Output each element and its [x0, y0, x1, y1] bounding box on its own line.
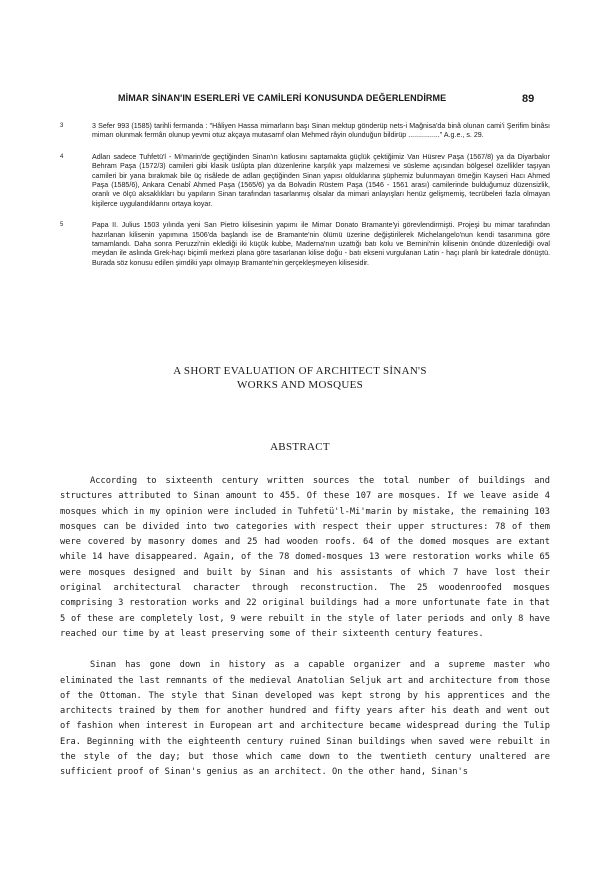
- running-header: MİMAR SİNAN'IN ESERLERİ VE CAMİLERİ KONUSUNDA DEĞERLENDİRME: [118, 93, 447, 103]
- abstract-paragraph: According to sixteenth century written sources the total number of buildings and structures attributed to Sinan amount to 455. Of these 107 are mosques. If we leave aside 4 mosques which in my opinion were included in Tuhfetü'l-Mi'marin by mistake, the remaining 103 mosques can be divided into two categories with respect their upper structures: 78 of them were covered by masonry domes and 25 had wooden roofs. 64 of the domed mosques are extant while 14 have disappeared. Again, of the 78 domed-mosques 13 were restoration works while 65 were mosques designed and built by Sinan and his assistants of which 7 have lost their original architectural character through reconstruction. The 25 woodenroofed mosques comprising 3 restoration works and 22 original buildings had a more unfortunate fate in that 5 of these are completely lost, 9 were rebuilt in the style of later periods and only 8 have reached our time by at least preserving some of their sixteenth century features.: [60, 476, 550, 639]
- footnote-text: Adları sadece Tuhfetü'l - Mi'marin'de geçtiğinden Sinan'ın katkısını saptamakta güçlük çektiğimiz Van Hüsrev Paşa (1567/8) ya da Diyarbakır Behram Paşa (1572/3) camileri gibi klasik üslûpta plan düzenlerine karşılık yapı malzemesi ve süsleme açısından bölgesel özellikler taşıyan camileri bir yana bırakmak bile üç risâlede de adları geçtiğinden Sinan yapısı olduklarına şüphemiz bulunmayan örneğin Kayseri Hacı Ahmed Paşa (1585/6), Ankara Cenabî Ahmed Paşa (1565/6) ya da Bolvadin Rüstem Paşa (1546 - 1561 arası) camilerinde bulduğumuz düzensizlik, oranlı ve ölçü aksaklıkları bu yapıların Sinan tarafından tasarlanmış olsalar da mimari anlayışları henüz gelişmemiş, tecrübeleri fazla olmayan kişilerce uygulandıklarını ortaya koyar.: [92, 152, 550, 208]
- footnote-number: 4: [60, 153, 64, 160]
- footnote-text: 3 Sefer 993 (1585) tarihli fermanda : "Hâliyen Hassa mimarların başı Sinan mektup gönderüp nets-i Mağnisa'da binâ olunan cami'i Şerifim binâsı mimarı olunmak fermân olunup yevmi otuz akçaya mutasarrıf olan Mehmed râyin olunduğun bildirüp ................" A.g.e., s. 29.: [92, 122, 550, 140]
- footnote-text: Papa II. Julius 1503 yılında yeni San Pietro kilisesinin yapımı ile Mimar Donato Bramante'yi görevlendirmişti. Projeşi bu mimar tarafından hazırlanan kilisenin yapımına 1506'da başlandı ise de Bramante'nin ölümü üzerine değiştirilerek Michelangelo'nun kendi tasarımına göre tamamlandı. Daha sonra Peruzzi'nin eklediği iki küçük kubbe, Maderna'nın uzattığı batı kolu ve Bernini'nin kilisenin önünde düzenlediği oval meydan ile aslında Grek-haçı biçimli merkezi plana göre tasarlanan kilise doğu - batı ekseni vurgulanan Latin - haçı planlı bir katedrale dönüştü. Burada söz konusu edilen şimdiki yapı olmayıp Bramante'nin gerçekleşmeyen kilisesidir.: [92, 221, 550, 267]
- footnote: [60, 153, 550, 209]
- article-title: [90, 364, 510, 392]
- article-title-line: A SHORT EVALUATION OF ARCHITECT SİNAN'S: [173, 365, 427, 377]
- abstract-paragraph: Sinan has gone down in history as a capable organizer and a supreme master who eliminated the last remnants of the medieval Anatolian Seljuk art and architecture from those of the Ottoman. The style that Sinan developed was kept strong by his apprentices and the architects trained by them for another hundred and fifty years after his death and went out of fashion when interest in European art and architecture became widespread during the Tulip Era. Beginning with the eighteenth century ruined Sinan buildings when saved were rebuilt in the style of the day; but those which came down to the twentieth century unaltered are sufficient proof of Sinan's genius as an architect. On the other hand, Sinan's: [60, 660, 550, 778]
- abstract-body: [60, 474, 550, 797]
- article-title-line: WORKS AND MOSQUES: [236, 379, 364, 391]
- footnote-number: 5: [60, 222, 64, 229]
- footnote: [60, 122, 550, 141]
- footnotes: [60, 122, 550, 280]
- footnote-number: 3: [60, 123, 64, 129]
- abstract-heading: ABSTRACT: [270, 441, 330, 453]
- footnote: [60, 221, 550, 268]
- page-number: 89: [522, 93, 535, 105]
